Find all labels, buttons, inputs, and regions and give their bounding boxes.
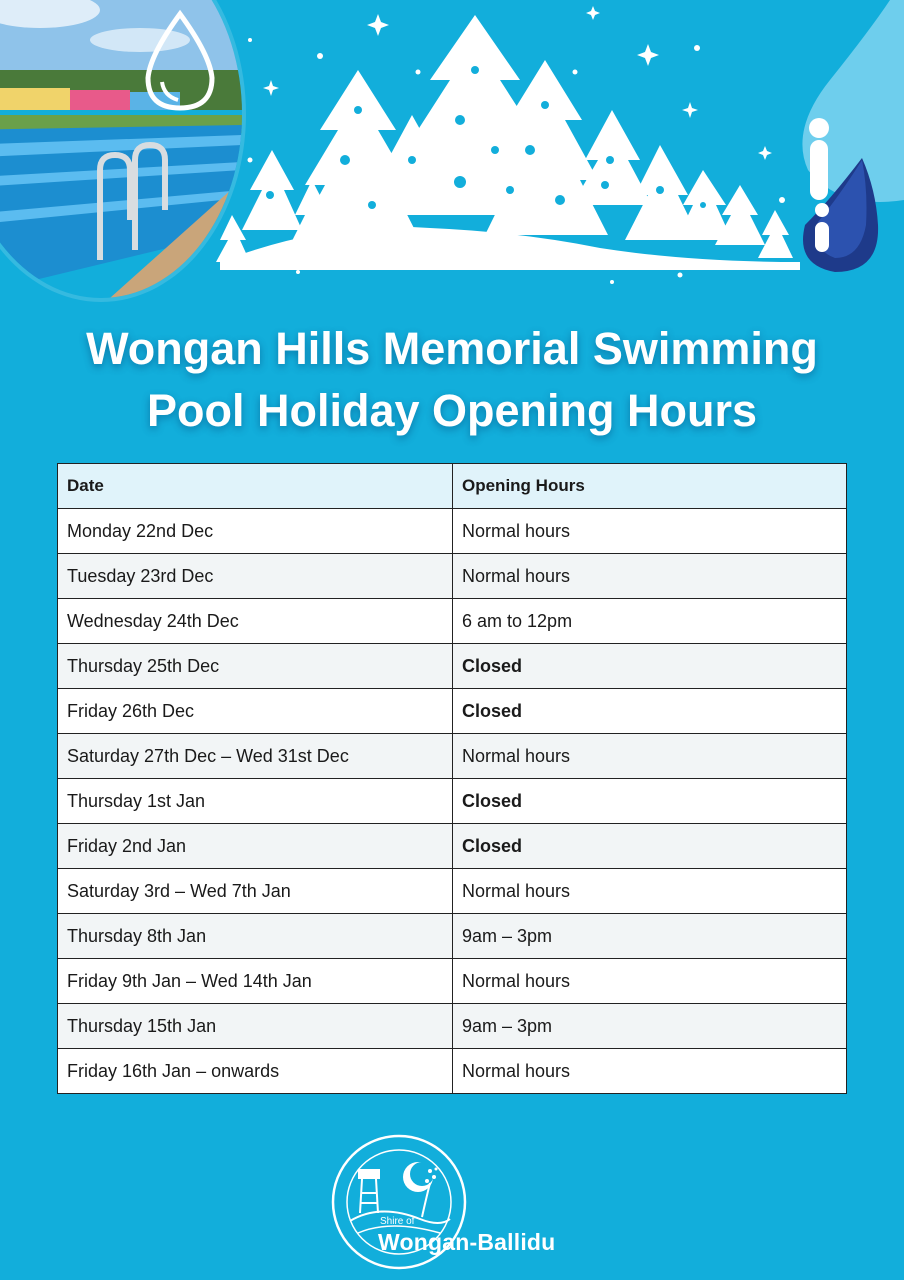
table-row [58, 824, 847, 869]
date-cell: Friday 26th Dec [58, 689, 453, 734]
logo-shire-of: Shire of [380, 1216, 415, 1227]
page-title [0, 318, 904, 442]
hours-cell: 9am – 3pm [453, 914, 847, 959]
date-cell: Thursday 15th Jan [58, 1004, 453, 1049]
christmas-tree-icon [216, 15, 793, 262]
hours-cell: Normal hours [453, 1049, 847, 1094]
water-drop-icon [148, 14, 212, 108]
table-row [58, 644, 847, 689]
column-header-date: Date [58, 464, 453, 509]
logo-name: Wongan-Ballidu [378, 1229, 556, 1255]
date-cell: Friday 9th Jan – Wed 14th Jan [58, 959, 453, 1004]
title-line-2: Pool Holiday Opening Hours [146, 385, 758, 436]
table-row [58, 869, 847, 914]
table-row [58, 779, 847, 824]
table-row [58, 734, 847, 779]
date-cell: Friday 16th Jan – onwards [58, 1049, 453, 1094]
hours-cell: 6 am to 12pm [453, 599, 847, 644]
winter-scene [0, 0, 904, 300]
date-cell: Wednesday 24th Dec [58, 599, 453, 644]
hours-cell: 9am – 3pm [453, 1004, 847, 1049]
date-cell: Thursday 1st Jan [58, 779, 453, 824]
date-cell: Thursday 25th Dec [58, 644, 453, 689]
hours-cell: Normal hours [453, 554, 847, 599]
hours-cell: Closed [453, 824, 847, 869]
table-row [58, 914, 847, 959]
table-row [58, 599, 847, 644]
table-row [58, 554, 847, 599]
date-cell: Thursday 8th Jan [58, 914, 453, 959]
hours-cell: Closed [453, 779, 847, 824]
hours-cell: Normal hours [453, 869, 847, 914]
table-row [58, 689, 847, 734]
table-row [58, 959, 847, 1004]
table-row [58, 509, 847, 554]
hours-cell: Normal hours [453, 509, 847, 554]
date-cell: Monday 22nd Dec [58, 509, 453, 554]
hours-cell: Normal hours [453, 734, 847, 779]
hours-cell: Normal hours [453, 959, 847, 1004]
hours-cell: Closed [453, 689, 847, 734]
table-header-row [58, 464, 847, 509]
table-row [58, 1049, 847, 1094]
date-cell: Friday 2nd Jan [58, 824, 453, 869]
hours-cell: Closed [453, 644, 847, 689]
title-line-1: Wongan Hills Memorial Swimming [86, 323, 818, 374]
opening-hours-table [57, 463, 847, 1094]
date-cell: Tuesday 23rd Dec [58, 554, 453, 599]
table-row [58, 1004, 847, 1049]
column-header-hours: Opening Hours [453, 464, 847, 509]
date-cell: Saturday 27th Dec – Wed 31st Dec [58, 734, 453, 779]
date-cell: Saturday 3rd – Wed 7th Jan [58, 869, 453, 914]
